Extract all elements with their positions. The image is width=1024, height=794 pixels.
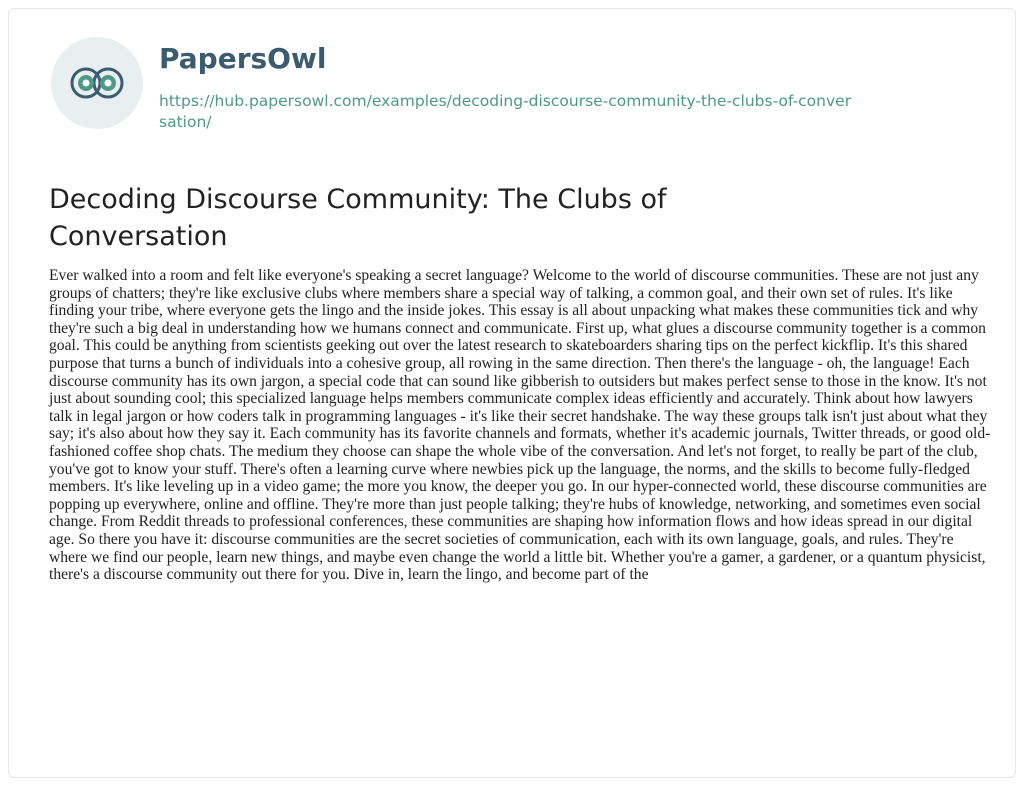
source-url-link[interactable]: https://hub.papersowl.com/examples/decoding-discourse-community-the-clubs-of-conversation/	[159, 92, 852, 131]
header	[51, 37, 859, 133]
brand-name: PapersOwl	[159, 42, 327, 75]
document-title: Decoding Discourse Community: The Clubs of Conversation	[49, 184, 667, 252]
owl-logo-icon	[51, 37, 143, 129]
document-page	[8, 8, 1016, 778]
essay-body-text: Ever walked into a room and felt like everyone's speaking a secret language? Welcome to the world of discourse communities. These are not just any groups of chatters; they're like exclusive clubs where members share a special way of talking, a common goal, and their own set of rules. It's like finding your tribe, where everyone gets the lingo and the inside jokes. This essay is all about unpacking what makes these communities tick and why they're such a big deal in understanding how we humans connect and communicate. First up, what glues a discourse community together is a common goal. This could be anything from scientists geeking out over the latest research to skateboarders sharing tips on the perfect kickflip. It's this shared purpose that turns a bunch of individuals into a cohesive group, all rowing in the same direction. Then there's the language - oh, the language! Each discourse community has its own jargon, a special code that can sound like gibberish to outsiders but makes perfect sense to those in the know. It's not just about sounding cool; this specialized language helps members communicate complex ideas efficiently and accurately. Think about how lawyers talk in legal jargon or how coders talk in programming languages - it's like their secret handshake. The way these groups talk isn't just about what they say; it's also about how they say it. Each community has its favorite channels and formats, whether it's academic journals, Twitter threads, or good old-fashioned coffee shop chats. The medium they choose can shape the whole vibe of the conversation. And let's not forget, to really be part of the club, you've got to know your stuff. There's often a learning curve where newbies pick up the language, the norms, and the skills to become fully-fledged members. It's like leveling up in a video game; the more you know, the deeper you go. In our hyper-connected world, these discourse communities are popping up everywhere, online and offline. They're more than just people talking; they're hubs of knowledge, networking, and sometimes even social change. From Reddit threads to professional conferences, these communities are shaping how information flows and how ideas spread in our digital age. So there you have it: discourse communities are the secret societies of communication, each with its own language, goals, and rules. They're where we find our people, learn new things, and maybe even change the world a little bit. Whether you're a gamer, a gardener, or a quantum physicist, there's a discourse community out there for you. Dive in, learn the lingo, and become part of the	[49, 267, 991, 584]
brand-block	[159, 39, 859, 133]
